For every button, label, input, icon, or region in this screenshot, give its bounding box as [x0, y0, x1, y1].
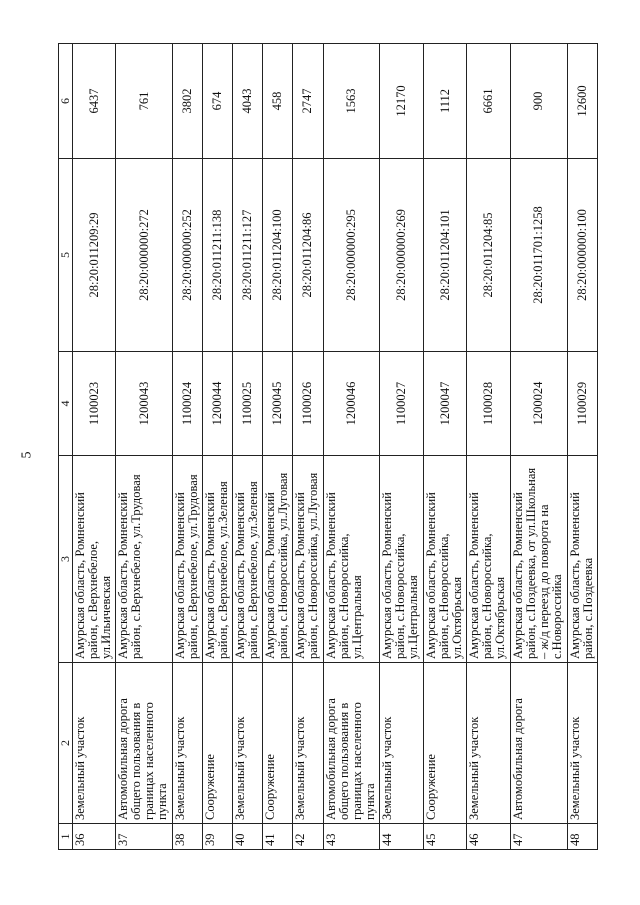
object-area: 1563: [323, 44, 380, 159]
table-row: [233, 44, 263, 850]
cadastral-number: 28:20:011701:1258: [510, 159, 567, 352]
object-name: Земельный участок: [380, 663, 423, 824]
cadastral-number: 28:20:011211:138: [203, 159, 233, 352]
object-area: 3802: [173, 44, 203, 159]
row-number: 46: [467, 824, 510, 850]
row-number: 41: [263, 824, 293, 850]
object-name: Земельный участок: [293, 663, 323, 824]
object-name: Сооружение: [203, 663, 233, 824]
object-area: 900: [510, 44, 567, 159]
object-address: Амурская область, Ромненский район, с.Новороссийка, ул.Центральная: [380, 456, 423, 663]
table-row: [567, 44, 597, 850]
row-number: 47: [510, 824, 567, 850]
object-name: Автомобильная дорога: [510, 663, 567, 824]
object-code: 1100029: [567, 352, 597, 456]
table-row: [380, 44, 423, 850]
object-area: 6661: [467, 44, 510, 159]
object-area: 6437: [73, 44, 116, 159]
object-name: Земельный участок: [73, 663, 116, 824]
object-address: Амурская область, Ромненский район, с.Верхнебелое, ул.Трудовая: [173, 456, 203, 663]
rotated-table-inner: [58, 44, 598, 850]
object-code: 1100024: [173, 352, 203, 456]
table-row: [203, 44, 233, 850]
cadastral-number: 28:20:000000:100: [567, 159, 597, 352]
page-number: 5: [19, 451, 35, 459]
object-name: Автомобильная дорога общего пользования в границах населенного пункта: [116, 663, 173, 824]
object-code: 1200045: [263, 352, 293, 456]
cadastral-number: 28:20:011204:85: [467, 159, 510, 352]
cadastral-number: 28:20:011204:100: [263, 159, 293, 352]
table-row: [323, 44, 380, 850]
object-area: 2747: [293, 44, 323, 159]
object-area: 4043: [233, 44, 263, 159]
object-code: 1100025: [233, 352, 263, 456]
column-header-2: 2: [59, 663, 73, 824]
row-number: 40: [233, 824, 263, 850]
object-code: 1200047: [423, 352, 466, 456]
table-row: [173, 44, 203, 850]
object-code: 1200024: [510, 352, 567, 456]
object-code: 1200043: [116, 352, 173, 456]
column-header-6: 6: [59, 44, 73, 159]
object-address: Амурская область, Ромненский район, с.Верхнебелое, ул.Трудовая: [116, 456, 173, 663]
object-address: Амурская область, Ромненский район, с.Верхнебелое, ул.Зеленая: [203, 456, 233, 663]
object-name: Земельный участок: [173, 663, 203, 824]
table-row: [263, 44, 293, 850]
cadastral-number: 28:20:011204:86: [293, 159, 323, 352]
object-address: Амурская область, Ромненский район, с.Верхнебелое, ул.Зеленая: [233, 456, 263, 663]
cadastral-number: 28:20:000000:269: [380, 159, 423, 352]
cadastral-number: 28:20:011204:101: [423, 159, 466, 352]
table-row: [423, 44, 466, 850]
row-number: 36: [73, 824, 116, 850]
table-row: [293, 44, 323, 850]
object-name: Земельный участок: [467, 663, 510, 824]
table-row: [73, 44, 116, 850]
row-number: 48: [567, 824, 597, 850]
object-area: 12170: [380, 44, 423, 159]
property-table: [58, 43, 598, 850]
object-address: Амурская область, Ромненский район, с.Новороссийка, ул.Центральная: [323, 456, 380, 663]
row-number: 37: [116, 824, 173, 850]
row-number: 39: [203, 824, 233, 850]
object-area: 1112: [423, 44, 466, 159]
column-header-1: 1: [59, 824, 73, 850]
object-address: Амурская область, Ромненский район, с.Новороссийка, ул.Октябрьская: [467, 456, 510, 663]
object-address: Амурская область, Ромненский район, с.Верхнебелое, ул.Ильичевская: [73, 456, 116, 663]
table-row: [467, 44, 510, 850]
object-area: 761: [116, 44, 173, 159]
object-address: Амурская область, Ромненский район, с.Поздеевка: [567, 456, 597, 663]
object-area: 674: [203, 44, 233, 159]
object-code: 1200044: [203, 352, 233, 456]
table-row: [510, 44, 567, 850]
cadastral-number: 28:20:000000:295: [323, 159, 380, 352]
object-name: Земельный участок: [567, 663, 597, 824]
object-address: Амурская область, Ромненский район, с.Новороссийка, ул.Луговая: [263, 456, 293, 663]
object-address: Амурская область, Ромненский район, с.Поздеевка, от ул.Школьная – ж/д переезд до поворота на с.Новороссийка: [510, 456, 567, 663]
row-number: 42: [293, 824, 323, 850]
object-code: 1100026: [293, 352, 323, 456]
row-number: 43: [323, 824, 380, 850]
object-name: Земельный участок: [233, 663, 263, 824]
cadastral-number: 28:20:011209:29: [73, 159, 116, 352]
object-address: Амурская область, Ромненский район, с.Новороссийка, ул.Октябрьская: [423, 456, 466, 663]
cadastral-number: 28:20:000000:252: [173, 159, 203, 352]
column-header-4: 4: [59, 352, 73, 456]
column-header-3: 3: [59, 456, 73, 663]
object-name: Сооружение: [263, 663, 293, 824]
table-row: [116, 44, 173, 850]
cadastral-number: 28:20:011211:127: [233, 159, 263, 352]
rotated-table-frame: [58, 44, 598, 850]
object-code: 1100027: [380, 352, 423, 456]
row-number: 38: [173, 824, 203, 850]
object-name: Автомобильная дорога общего пользования в границах населенного пункта: [323, 663, 380, 824]
object-code: 1100023: [73, 352, 116, 456]
row-number: 44: [380, 824, 423, 850]
object-area: 458: [263, 44, 293, 159]
table-header-row: [59, 44, 73, 850]
object-code: 1200046: [323, 352, 380, 456]
object-name: Сооружение: [423, 663, 466, 824]
cadastral-number: 28:20:000000:272: [116, 159, 173, 352]
object-area: 12600: [567, 44, 597, 159]
object-code: 1100028: [467, 352, 510, 456]
row-number: 45: [423, 824, 466, 850]
column-header-5: 5: [59, 159, 73, 352]
object-address: Амурская область, Ромненский район, с.Новороссийка, ул.Луговая: [293, 456, 323, 663]
